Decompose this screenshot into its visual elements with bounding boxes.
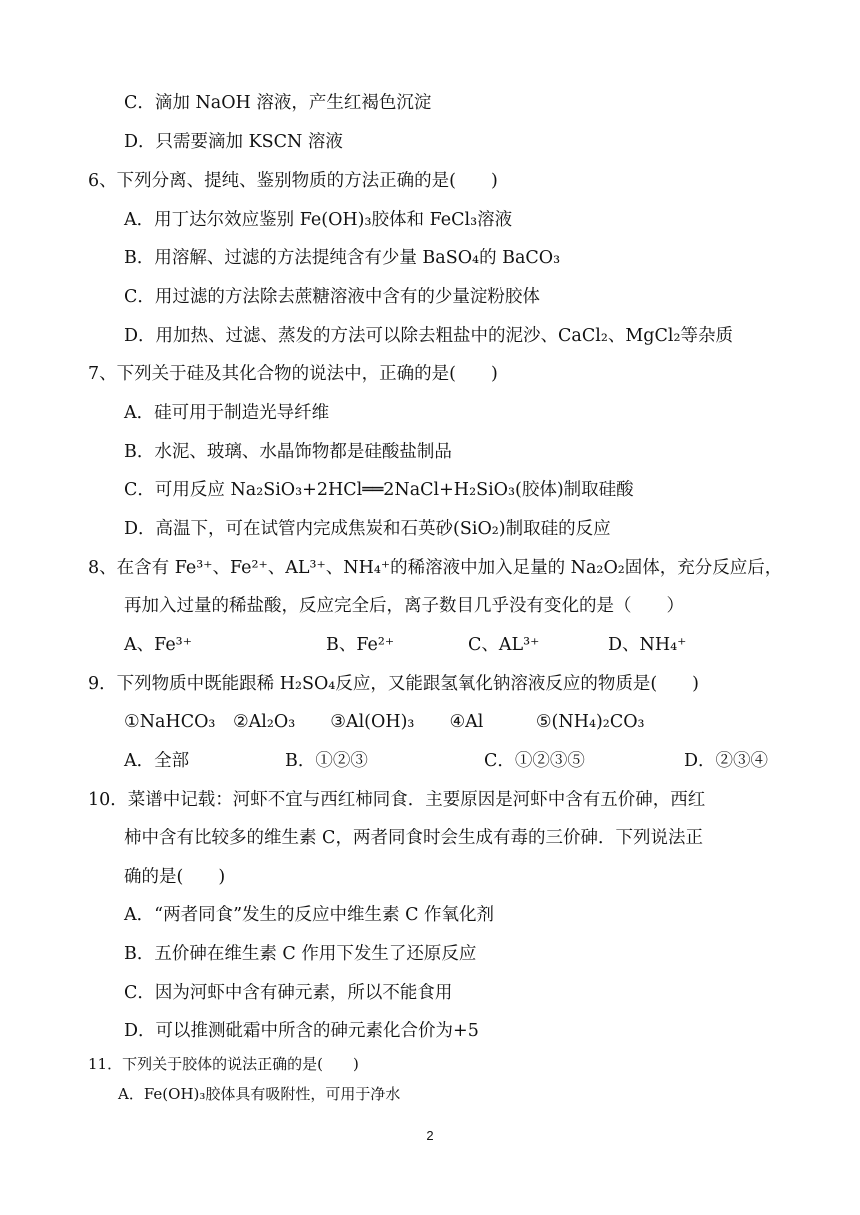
- q11-stem: 11．下列关于胶体的说法正确的是( ): [88, 1055, 359, 1073]
- q8-option-b: B、Fe²⁺: [326, 635, 395, 655]
- q10-option-d: D．可以推测砒霜中所含的砷元素化合价为+5: [124, 1021, 479, 1041]
- q7-option-b: B．水泥、玻璃、水晶饰物都是硅酸盐制品: [124, 442, 452, 462]
- q9-option-b: B．①②③: [285, 751, 368, 771]
- q7-option-d: D．高温下，可在试管内完成焦炭和石英砂(SiO₂)制取硅的反应: [124, 519, 611, 539]
- q8-option-d: D、NH₄⁺: [608, 635, 687, 655]
- q7-option-a: A．硅可用于制造光导纤维: [124, 403, 330, 423]
- q5-option-c: C．滴加 NaOH 溶液，产生红褐色沉淀: [124, 93, 432, 113]
- q10-stem-line1: 10．菜谱中记载：河虾不宜与西红柿同食．主要原因是河虾中含有五价砷，西红: [88, 790, 706, 810]
- q6-option-b: B．用溶解、过滤的方法提纯含有少量 BaSO₄的 BaCO₃: [124, 248, 561, 268]
- q9-option-c: C．①②③⑤: [484, 751, 585, 771]
- q11-option-a: A．Fe(OH)₃胶体具有吸附性，可用于净水: [118, 1085, 401, 1103]
- q8-stem-line2: 再加入过量的稀盐酸，反应完全后，离子数目几乎没有变化的是（ ）: [124, 596, 684, 616]
- q7-stem: 7、下列关于硅及其化合物的说法中，正确的是( ): [88, 364, 498, 384]
- q10-stem-line3: 确的是( ): [124, 867, 226, 887]
- q10-option-b: B．五价砷在维生素 C 作用下发生了还原反应: [124, 944, 477, 964]
- q6-stem: 6、下列分离、提纯、鉴别物质的方法正确的是( ): [88, 171, 498, 191]
- q7-option-c: C．可用反应 Na₂SiO₃+2HCl══2NaCl+H₂SiO₃(胶体)制取硅酸: [124, 480, 634, 500]
- q6-option-c: C．用过滤的方法除去蔗糖溶液中含有的少量淀粉胶体: [124, 287, 540, 307]
- q6-option-a: A．用丁达尔效应鉴别 Fe(OH)₃胶体和 FeCl₃溶液: [124, 210, 513, 230]
- q8-option-c: C、AL³⁺: [468, 635, 540, 655]
- q9-stem: 9．下列物质中既能跟稀 H₂SO₄反应，又能跟氢氧化钠溶液反应的物质是( ): [88, 674, 699, 694]
- q5-option-d: D．只需要滴加 KSCN 溶液: [124, 132, 343, 152]
- q9-option-a: A．全部: [124, 751, 190, 771]
- q8-stem-line1: 8、在含有 Fe³⁺、Fe²⁺、AL³⁺、NH₄⁺的稀溶液中加入足量的 Na₂O₂固体，充分反应后，: [88, 558, 783, 578]
- q6-option-d: D．用加热、过滤、蒸发的方法可以除去粗盐中的泥沙、CaCl₂、MgCl₂等杂质: [124, 326, 733, 346]
- q9-option-d: D．②③④: [684, 751, 769, 771]
- q10-stem-line2: 柿中含有比较多的维生素 C，两者同食时会生成有毒的三价砷．下列说法正: [124, 828, 703, 848]
- q9-items: ①NaHCO₃ ②Al₂O₃ ③Al(OH)₃ ④Al ⑤(NH₄)₂CO₃: [124, 712, 645, 732]
- q10-option-c: C．因为河虾中含有砷元素，所以不能食用: [124, 983, 453, 1003]
- q8-option-a: A、Fe³⁺: [124, 635, 192, 655]
- q10-option-a: A．“两者同食”发生的反应中维生素 C 作氧化剂: [124, 905, 495, 925]
- page-number: 2: [426, 1128, 434, 1143]
